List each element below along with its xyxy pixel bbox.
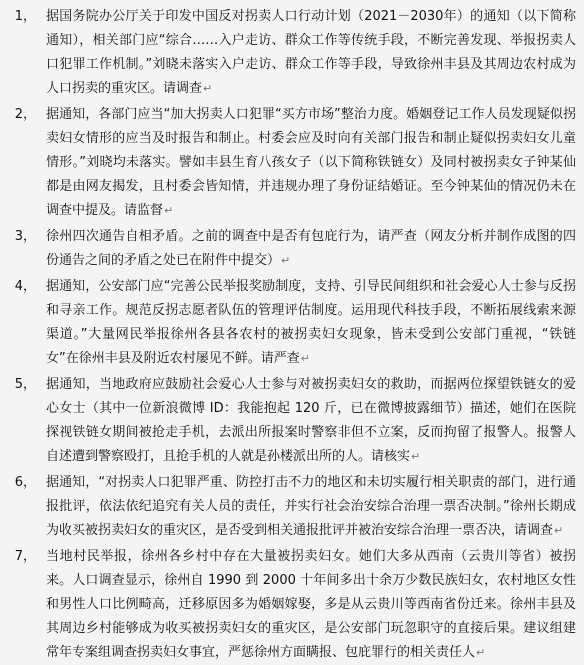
item-number: 5， [14, 377, 36, 392]
list-item [0, 275, 576, 371]
item-text-container [46, 5, 576, 101]
item-number: 1， [14, 9, 36, 24]
item-text-container [46, 373, 576, 469]
item-text: 据通知，公安部门应“完善公民举报奖励制度，支持、引导民间组织和社会爱心人士参与反拐和寻亲工作。规范反拐志愿者队伍的管理评估制度。运用现代科技手段，不断拓展线索来源渠道。”大量网民举报徐州各县各农村的被拐卖妇女现象，皆未受到公安部门重视，“铁链女”在徐州丰县及附近农村屡见不鲜。请严查 [46, 279, 576, 366]
item-text: 据通知，“对拐卖人口犯罪严重、防控打击不力的地区和未切实履行相关职责的部门，进行通报批评，依法依纪追究有关人员的责任，并实行社会治安综合治理一票否决制。”徐州长期成为收买被拐卖妇女的重灾区，是否受到相关通报批评并被治安综合治理一票否决，请调查 [46, 475, 576, 538]
paragraph-mark-icon: ↵ [554, 524, 564, 537]
list-item [0, 471, 576, 543]
list-item [0, 103, 576, 223]
item-text: 据国务院办公厅关于印发中国反对拐卖人口行动计划（2021－2030年）的通知（以下简称通知），相关部门应“综合……入户走访、群众工作等传统手段，不断完善发现、举报拐卖人口犯罪工作机制。”刘晓未落实入户走访、群众工作等手段，导致徐州丰县及其周边农村成为人口拐卖的重灾区。请调查 [46, 9, 576, 96]
item-text-container [46, 545, 576, 665]
paragraph-mark-icon: ↵ [281, 254, 291, 267]
item-text-container [46, 275, 576, 371]
paragraph-mark-icon: ↵ [164, 204, 174, 217]
list-item [0, 225, 576, 273]
paragraph-mark-icon: ↵ [476, 646, 486, 659]
item-number: 6， [14, 475, 36, 490]
item-text: 据通知，当地政府应鼓励社会爱心人士参与对被拐卖妇女的救助，而据两位探望铁链女的爱心女士（其中一位新浪微博 ID：我能抱起 120 斤，已在微博披露细节）描述，她们在医院探视铁链女期间被抢走手机，去派出所报案时警察非但不立案，反而拘留了报警人。报警人自述遭到警察殴打，且抢手机的人就是孙楼派出所的人。请核实 [46, 377, 576, 464]
paragraph-mark-icon: ↵ [411, 450, 421, 463]
item-number: 3， [14, 229, 36, 244]
list-item [0, 373, 576, 469]
item-number: 4， [14, 279, 36, 294]
item-text-container [46, 225, 576, 273]
item-text: 当地村民举报，徐州各乡村中存在大量被拐卖妇女。她们大多从西南（云贵川等省）被拐来。人口调查显示，徐州自 1990 到 2000 十年间多出十余万少数民族妇女，农村地区女性和男性人口比例畸高，迁移原因多为婚姻嫁娶，多是从云贵川等西南省份迁来。徐州丰县及其周边乡村能够成为收买被拐卖妇女的重灾区，是公安部门玩忽职守的直接后果。建议组建常年专案组调查拐卖妇女事宜，严惩徐州方面瞒报、包庇罪行的相关责任人 [46, 549, 576, 660]
item-number: 2， [14, 107, 36, 122]
list-item [0, 5, 576, 101]
paragraph-mark-icon: ↵ [300, 352, 310, 365]
item-number: 7， [14, 549, 36, 564]
item-text: 徐州四次通告自相矛盾。之前的调查中是否有包庇行为，请严查（网友分析并制作成图的四份通告之间的矛盾之处已在附件中提交） [46, 229, 576, 268]
item-text-container [46, 103, 576, 223]
item-text-container [46, 471, 576, 543]
list-item [0, 545, 576, 665]
paragraph-mark-icon: ↵ [203, 82, 213, 95]
item-text: 据通知，各部门应当“加大拐卖人口犯罪“买方市场”整治力度。婚姻登记工作人员发现疑似拐卖妇女情形的应当及时报告和制止。村委会应及时向有关部门报告和制止疑似拐卖妇女儿童情形。”刘晓均未落实。譬如丰县生育八孩女子（以下简称铁链女）及同村被拐卖女子钟某仙都是由网友揭发，且村委会皆知情，并违规办理了身份证结婚证。至今钟某仙的情况仍未在调查中提及。请监督 [46, 107, 576, 218]
